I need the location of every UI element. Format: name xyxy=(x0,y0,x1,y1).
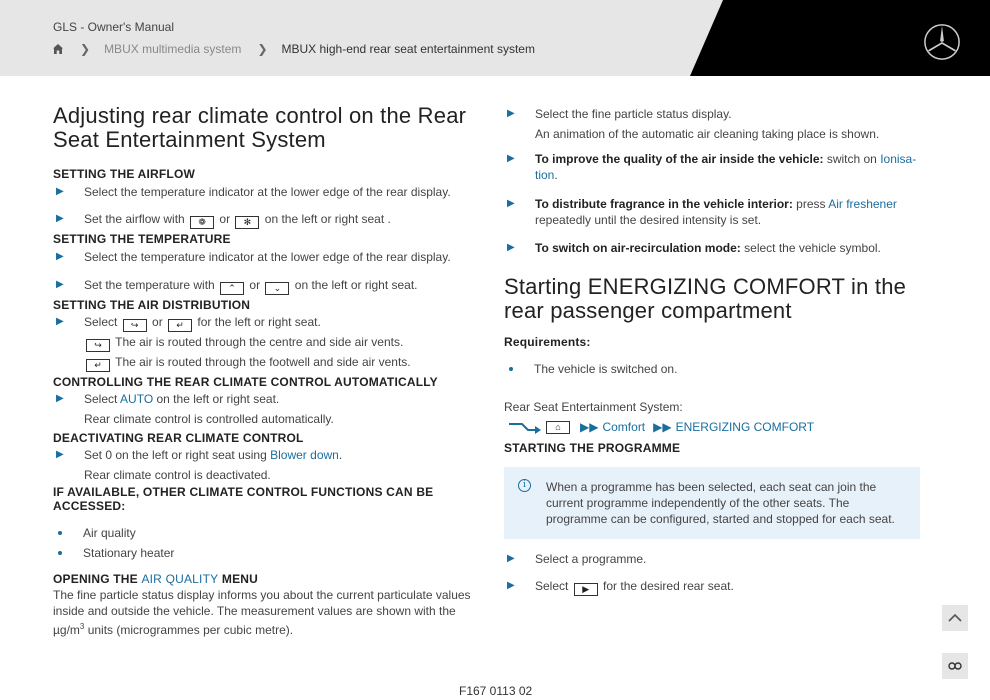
chevron-right-icon: ❯ xyxy=(257,42,268,56)
step-text: Select xyxy=(535,579,569,593)
step-text: Select the fine particle status display. xyxy=(535,107,732,121)
list-item xyxy=(53,543,473,563)
right-column xyxy=(504,104,924,596)
step-text: . xyxy=(338,448,343,462)
sub-item: Rear climate control is controlled automatically. xyxy=(84,412,334,426)
list-item xyxy=(53,523,473,543)
arrow-right-icon: ▶ xyxy=(56,393,64,404)
step-item xyxy=(53,209,473,229)
arrow-right-icon: ▶ xyxy=(507,242,515,253)
arrow-right-icon: ▶ xyxy=(56,186,64,197)
section-heading-temperature: SETTING THE TEMPERATURE xyxy=(53,232,231,246)
step-text: switch on xyxy=(823,152,881,166)
info-icon: i xyxy=(518,479,531,492)
step-text: Set the airflow with xyxy=(84,212,185,226)
page-title: Adjusting rear climate control on the Rear Seat Entertainment System xyxy=(53,103,467,152)
fan-small-icon[interactable]: ✻ xyxy=(235,216,259,229)
chevron-up-icon xyxy=(948,613,962,623)
comfort-link[interactable]: Comfort xyxy=(602,420,646,434)
arrow-right-icon: ▶ xyxy=(56,279,64,290)
breadcrumb-current: MBUX high-end rear seat entertainment system xyxy=(281,42,535,56)
sub-text: The air is routed through the centre and side air vents. xyxy=(115,335,404,349)
air-footwell-icon: ↵ xyxy=(86,359,110,372)
left-column xyxy=(53,104,473,638)
section-heading-air-quality xyxy=(53,572,473,586)
air-quality-link[interactable]: AIR QUALITY xyxy=(141,572,219,586)
step-text: on the left or right seat. xyxy=(294,278,418,292)
step-text: press xyxy=(792,197,829,211)
step-item xyxy=(53,275,473,295)
step-item xyxy=(504,549,924,569)
para-text: The fine particle status display informs you about the current particulate values inside and outside the vehicle. The measurement values are shown with the µg/m xyxy=(53,588,471,637)
arrow-right-icon: ▶ xyxy=(56,213,64,224)
arrow-right-icon: ▶ xyxy=(507,108,515,119)
blower-down-link[interactable]: Blower down xyxy=(270,448,339,462)
step-item xyxy=(504,576,924,596)
chevron-down-icon[interactable]: ⌄ xyxy=(265,282,289,295)
or-text: or xyxy=(219,212,231,226)
header-bar xyxy=(0,0,990,76)
chevron-up-icon[interactable]: ⌃ xyxy=(220,282,244,295)
air-centre-icon[interactable]: ↪ xyxy=(123,319,147,332)
step-text: Select a programme. xyxy=(535,552,647,566)
info-box xyxy=(504,467,920,539)
step-text: Set the temperature with xyxy=(84,278,215,292)
step-text: Select the temperature indicator at the lower edge of the rear display. xyxy=(84,185,451,199)
breadcrumb-mbux-multimedia[interactable]: MBUX multimedia system xyxy=(104,42,242,56)
superscript: 3 xyxy=(79,622,85,631)
step-item xyxy=(53,182,473,202)
arrow-path-icon xyxy=(508,420,542,434)
step-text: . xyxy=(554,168,558,182)
home-icon[interactable] xyxy=(52,43,64,55)
step-item xyxy=(53,247,473,267)
step-text: on the left or right seat. xyxy=(156,392,280,406)
info-text: When a programme has been selected, each seat can join the current programme independently of the other seats. The programme can be configured, started and stopped for each seat. xyxy=(546,480,895,526)
double-arrow-icon: ▶▶ xyxy=(653,420,672,434)
heading-text: MENU xyxy=(221,572,259,586)
chevron-right-icon: ❯ xyxy=(80,42,91,56)
footer-code: F167 0113 02 xyxy=(459,684,533,698)
air-quality-paragraph xyxy=(53,587,473,638)
arrow-right-icon: ▶ xyxy=(507,580,515,591)
step-item xyxy=(53,389,473,409)
navigation-path xyxy=(504,417,924,437)
step-item xyxy=(53,312,473,332)
list-item-text: The vehicle is switched on. xyxy=(534,362,678,376)
sub-item xyxy=(53,332,473,352)
sub-item: Rear climate control is deactivated. xyxy=(84,468,271,482)
step-text: for the desired rear seat. xyxy=(603,579,734,593)
section-heading-deactivate: DEACTIVATING REAR CLIMATE CONTROL xyxy=(53,431,304,445)
or-text: or xyxy=(152,315,163,329)
para-text: units (microgrammes per cubic metre). xyxy=(84,623,294,637)
step-text: Select xyxy=(84,315,118,329)
air-footwell-icon[interactable]: ↵ xyxy=(168,319,192,332)
starting-programme-heading: STARTING THE PROGRAMME xyxy=(504,441,681,455)
step-bold: To switch on air-recirculation mode: xyxy=(535,241,741,255)
scroll-to-top-button[interactable] xyxy=(942,605,968,631)
breadcrumb xyxy=(52,42,535,56)
page-badge-button[interactable] xyxy=(942,653,968,679)
arrow-right-icon: ▶ xyxy=(507,553,515,564)
or-text: or xyxy=(249,278,261,292)
list-item-text: Stationary heater xyxy=(83,546,175,560)
auto-link[interactable]: AUTO xyxy=(120,392,154,406)
star-badge-icon xyxy=(948,660,962,672)
step-item xyxy=(504,238,924,258)
requirements-heading: Requirements: xyxy=(504,335,591,349)
sub-item xyxy=(53,352,473,372)
heading-text: OPENING THE xyxy=(53,572,138,586)
step-text: Select the temperature indicator at the lower edge of the rear display. xyxy=(84,250,451,264)
section-heading-other-functions: IF AVAILABLE, OTHER CLIMATE CONTROL FUNCTIONS CAN BE ACCESSED: xyxy=(53,485,434,513)
step-text: Set 0 on the left or right seat using xyxy=(84,448,267,462)
step-item xyxy=(504,104,924,124)
step-text: select the vehicle symbol. xyxy=(740,241,881,255)
step-item xyxy=(504,151,924,183)
arrow-right-icon: ▶ xyxy=(507,153,515,164)
step-item xyxy=(504,196,924,228)
section-title-energizing: Starting ENERGIZING COMFORT in the rear passenger compartment xyxy=(504,274,907,323)
step-item xyxy=(53,445,473,465)
section-heading-air-distribution: SETTING THE AIR DISTRIBUTION xyxy=(53,298,251,312)
other-functions-list xyxy=(53,523,473,563)
fan-large-icon[interactable]: ❁ xyxy=(190,216,214,229)
air-centre-icon: ↪ xyxy=(86,339,110,352)
section-heading-airflow: SETTING THE AIRFLOW xyxy=(53,167,196,181)
home-icon[interactable]: ⌂ xyxy=(546,421,570,434)
mercedes-star-logo xyxy=(923,23,961,61)
arrow-right-icon: ▶ xyxy=(56,251,64,262)
sub-item: An animation of the automatic air cleaning taking place is shown. xyxy=(535,127,880,141)
step-text: on the left or right seat . xyxy=(264,212,391,226)
manual-title: GLS - Owner's Manual xyxy=(53,20,175,34)
double-arrow-icon: ▶▶ xyxy=(580,420,599,434)
ionisation-link[interactable]: Ionisa-tion xyxy=(535,152,917,182)
step-text: repeatedly until the desired intensity is set. xyxy=(535,213,762,227)
section-heading-auto: CONTROLLING THE REAR CLIMATE CONTROL AUTOMATICALLY xyxy=(53,375,438,389)
step-bold: To distribute fragrance in the vehicle interior: xyxy=(535,197,793,211)
air-freshener-link[interactable]: Air freshener xyxy=(828,197,897,211)
step-bold: To improve the quality of the air inside the vehicle: xyxy=(535,152,824,166)
play-icon[interactable]: ▶ xyxy=(574,583,598,596)
arrow-right-icon: ▶ xyxy=(56,449,64,460)
arrow-right-icon: ▶ xyxy=(507,198,515,209)
step-text: Select xyxy=(84,392,118,406)
arrow-right-icon: ▶ xyxy=(56,316,64,327)
step-text: for the left or right seat. xyxy=(197,315,321,329)
list-item-text: Air quality xyxy=(83,526,136,540)
energizing-comfort-link[interactable]: ENERGIZING COMFORT xyxy=(675,420,815,434)
sub-text: The air is routed through the footwell and side air vents. xyxy=(115,355,411,369)
list-item xyxy=(504,359,924,379)
rse-label: Rear Seat Entertainment System: xyxy=(504,400,683,414)
